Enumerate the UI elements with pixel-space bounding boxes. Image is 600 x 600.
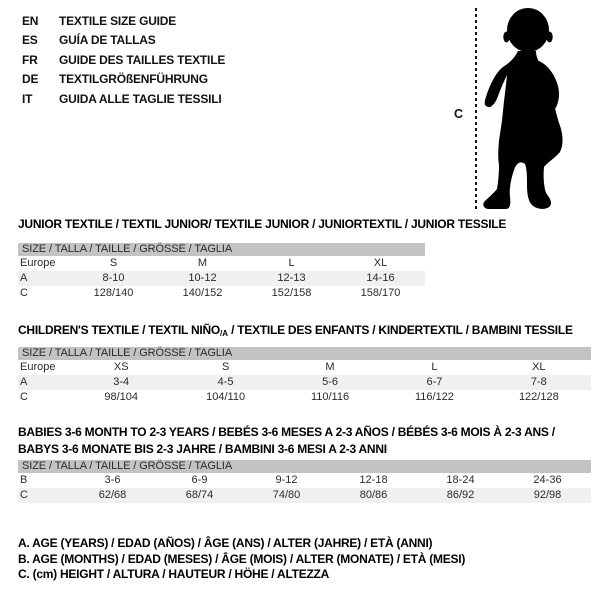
- size-cell: 8-10: [102, 272, 125, 284]
- language-code: ES: [22, 33, 38, 48]
- size-cell: 122/128: [518, 391, 559, 403]
- language-row-de: [22, 70, 225, 89]
- size-cell: 3-4: [113, 376, 130, 388]
- language-title: GUIDE DES TAILLES TEXTILE: [59, 52, 226, 67]
- language-code: DE: [22, 72, 39, 87]
- note-a-age-years: A. AGE (YEARS) / EDAD (AÑOS) / ÂGE (ANS) / ALTER (JAHRE) / ETÀ (ANNI): [18, 536, 433, 550]
- size-cell: 92/98: [533, 489, 562, 501]
- baby-silhouette-icon: [481, 7, 571, 211]
- size-cell: 62/68: [98, 489, 127, 501]
- table-row-c: [18, 488, 591, 503]
- children-heading-subscript: /A: [219, 329, 228, 338]
- babies-size-table: [18, 460, 591, 503]
- table-row-europe: [18, 360, 591, 375]
- table-row-a: [18, 271, 425, 286]
- size-cell: 5-6: [322, 376, 338, 388]
- row-label: Europe: [20, 257, 56, 269]
- size-cell: 128/140: [93, 287, 134, 299]
- size-cell: 116/122: [414, 391, 454, 403]
- babies-heading-line1: BABIES 3-6 MONTH TO 2-3 YEARS / BEBÉS 3-6 MESES A 2-3 AÑOS / BÉBÉS 3-6 MOIS À 2-3 ANS /: [18, 425, 555, 439]
- language-row-es: [22, 31, 225, 50]
- language-title: GUIDA ALLE TAGLIE TESSILI: [59, 91, 222, 106]
- size-cell: 12-13: [277, 272, 306, 284]
- size-cell: L: [288, 257, 295, 269]
- size-cell: M: [325, 361, 335, 373]
- size-cell: 14-16: [366, 272, 395, 284]
- size-cell: 68/74: [185, 489, 214, 501]
- size-cell: 80/86: [359, 489, 388, 501]
- size-cell: 24-36: [533, 474, 562, 486]
- babies-heading-line2: BABYS 3-6 MONATE BIS 2-3 JAHRE / BAMBINI 3-6 MESI A 2-3 ANNI: [18, 441, 387, 456]
- size-cell: S: [221, 361, 230, 373]
- size-cell: 4-5: [217, 376, 234, 388]
- table-row-b: [18, 473, 591, 488]
- language-row-it: [22, 90, 225, 109]
- size-cell: 140/152: [182, 287, 223, 299]
- babies-size-header-bar: SIZE / TALLA / TAILLE / GRÖSSE / TAGLIA: [18, 460, 591, 473]
- language-title: TEXTILE SIZE GUIDE: [59, 14, 177, 28]
- note-b-age-months: B. AGE (MONTHS) / EDAD (MESES) / ÂGE (MOIS) / ALTER (MONATE) / ETÀ (MESI): [18, 551, 466, 566]
- children-table-heading: [18, 322, 573, 343]
- size-cell: 10-12: [188, 272, 217, 284]
- size-cell: 74/80: [272, 489, 301, 501]
- children-size-table: [18, 347, 591, 405]
- children-heading-pre: CHILDREN'S TEXTILE / TEXTIL NIÑO: [18, 323, 220, 337]
- junior-size-table: [18, 243, 425, 301]
- table-row-europe: [18, 256, 425, 271]
- junior-size-header-bar: SIZE / TALLA / TAILLE / GRÖSSE / TAGLIA: [18, 243, 425, 256]
- height-dashed-line: [475, 8, 477, 212]
- row-label: B: [20, 474, 28, 486]
- size-cell: 86/92: [446, 489, 475, 501]
- size-cell: L: [431, 361, 438, 373]
- language-list: [22, 12, 225, 109]
- table-row-c: [18, 390, 591, 405]
- language-code: IT: [22, 91, 33, 106]
- row-label: C: [20, 489, 28, 501]
- language-code: FR: [22, 52, 38, 67]
- size-cell: 98/104: [104, 391, 139, 403]
- children-heading-post: / TEXTILE DES ENFANTS / KINDERTEXTIL / BAMBINI TESSILE: [227, 323, 573, 337]
- size-cell: 158/170: [360, 287, 401, 299]
- size-cell: XS: [113, 361, 129, 373]
- size-cell: 6-7: [426, 376, 443, 388]
- size-cell: 6-9: [191, 474, 208, 486]
- size-cell: 152/158: [271, 287, 312, 299]
- size-cell: 9-12: [275, 474, 298, 486]
- junior-table-heading: [18, 216, 506, 233]
- size-cell: 3-6: [104, 474, 121, 486]
- children-size-header-bar: SIZE / TALLA / TAILLE / GRÖSSE / TAGLIA: [18, 347, 591, 360]
- language-title: GUÍA DE TALLAS: [59, 33, 156, 48]
- height-label-c: C: [454, 107, 464, 121]
- note-c-height: C. (cm) HEIGHT / ALTURA / HAUTEUR / HÖHE / ALTEZZA: [18, 567, 330, 581]
- row-label: C: [20, 287, 28, 299]
- language-row-fr: [22, 51, 225, 70]
- row-label: Europe: [20, 361, 56, 373]
- table-row-c: [18, 286, 425, 301]
- language-row-en: [22, 12, 225, 31]
- size-cell: M: [197, 257, 208, 269]
- legend-notes: [18, 536, 465, 583]
- size-cell: 110/116: [310, 391, 350, 403]
- size-cell: 104/110: [206, 391, 246, 403]
- row-label: A: [20, 272, 28, 284]
- junior-heading-text: JUNIOR TEXTILE / TEXTIL JUNIOR/ TEXTILE JUNIOR / JUNIORTEXTIL / JUNIOR TESSILE: [18, 217, 507, 231]
- size-cell: 18-24: [446, 474, 475, 486]
- babies-table-heading: [18, 424, 555, 457]
- size-cell: XL: [532, 361, 546, 373]
- language-code: EN: [22, 14, 39, 28]
- size-cell: 7-8: [530, 376, 547, 388]
- row-label: C: [20, 391, 28, 403]
- size-cell: XL: [373, 257, 388, 269]
- size-cell: S: [109, 257, 118, 269]
- row-label: A: [20, 376, 28, 388]
- language-title: TEXTILGRÖßENFÜHRUNG: [59, 72, 208, 87]
- table-row-a: [18, 375, 591, 390]
- size-cell: 12-18: [359, 474, 388, 486]
